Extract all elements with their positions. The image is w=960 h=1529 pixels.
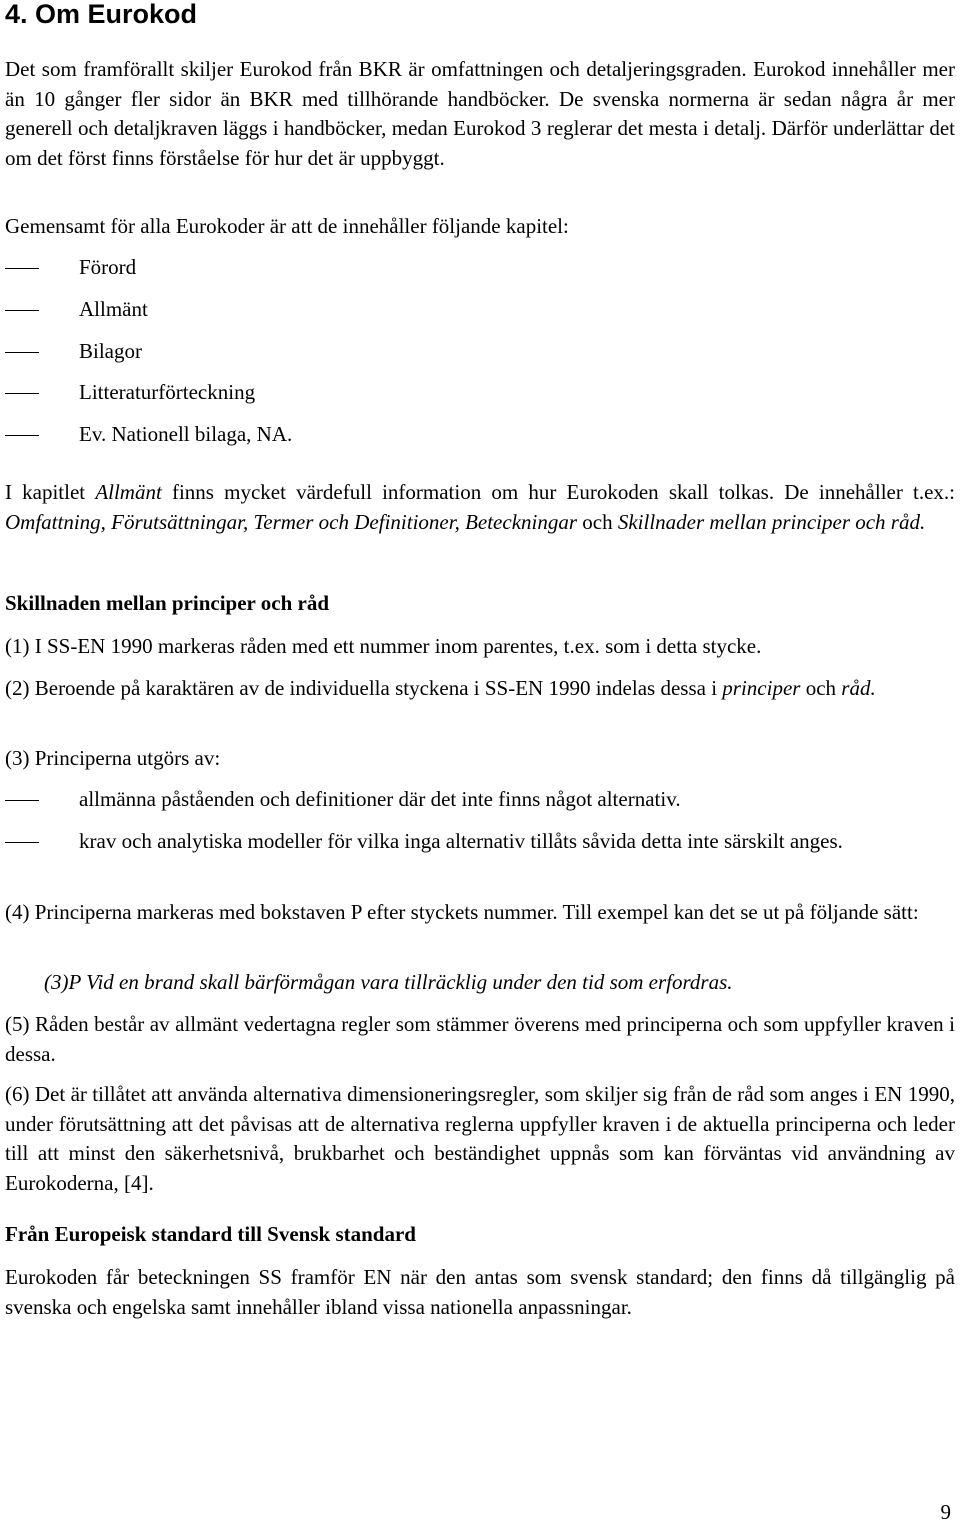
list-item-text: Ev. Nationell bilaga, NA. <box>79 422 293 446</box>
list-item-text: krav och analytiska modeller för vilka inga alternativ tillåts såvida detta inte särskilt anges. <box>79 829 843 853</box>
principles-para-5: (5) Råden består av allmänt vedertagna regler som stämmer överens med principerna och som uppfyller kraven i dessa. <box>5 1012 955 1066</box>
list-item-text: Bilagor <box>79 339 142 363</box>
page-number: 9 <box>940 1500 951 1524</box>
text-run: och <box>800 676 842 700</box>
dash-bullet <box>5 435 39 436</box>
list-item-text: Allmänt <box>79 297 148 321</box>
dash-bullet <box>5 268 39 269</box>
standard-paragraph: Eurokoden får beteckningen SS framför EN när den antas som svensk standard; den finns då tillgänglig på svenska och engelska samt innehåller ibland vissa nationella anpassningar. <box>5 1265 955 1319</box>
principles-para-1: (1) I SS-EN 1990 markeras råden med ett nummer inom parentes, t.ex. som i detta stycke. <box>5 634 762 658</box>
section-heading: 4. Om Eurokod <box>5 0 198 29</box>
section-title-principles: Skillnaden mellan principer och råd <box>5 591 329 615</box>
text-run: (2) Beroende på karaktären av de individuella styckena i SS-EN 1990 indelas dessa i <box>5 676 723 700</box>
dash-bullet <box>5 352 39 353</box>
dash-bullet <box>5 310 39 311</box>
principles-para-2 <box>5 674 955 704</box>
text-run: finns mycket värdefull information om hur Eurokoden skall tolkas. De innehåller t.ex.: <box>161 480 955 504</box>
principles-para-4: (4) Principerna markeras med bokstaven P efter styckets nummer. Till exempel kan det se ut på följande sätt: <box>5 900 919 924</box>
list-item-text: Litteraturförteckning <box>79 380 256 404</box>
italic-run: principer <box>722 676 801 700</box>
list-item-text: Förord <box>79 255 137 279</box>
italic-run: råd. <box>841 676 876 700</box>
example-line: (3)P Vid en brand skall bärförmågan vara tillräcklig under den tid som erfordras. <box>44 970 733 994</box>
principles-para-6: (6) Det är tillåtet att använda alternativa dimensioneringsregler, som skiljer sig från de råd som anges i EN 1990, under förutsättning att det påvisas att de alternativa reglerna uppfyller kraven i de aktuella principerna och leder till att minst den säkerhetsnivå, brukbarhet och beständighet uppnås som kan förväntas vid användning av Eurokoderna, [4]. <box>5 1082 955 1195</box>
dash-bullet <box>5 842 39 843</box>
principles-para-3: (3) Principerna utgörs av: <box>5 746 221 770</box>
italic-run: Allmänt <box>95 480 162 504</box>
italic-run: Omfattning, Förutsättningar, Termer och Definitioner, Beteckningar <box>5 509 578 534</box>
chapters-intro: Gemensamt för alla Eurokoder är att de innehåller följande kapitel: <box>5 214 569 238</box>
dash-bullet <box>5 800 39 801</box>
intro-paragraph: Det som framförallt skiljer Eurokod från BKR är omfattningen och detaljeringsgraden. Eurokod innehåller mer än 10 gånger fler sidor än BKR med tillhörande handböcker. De svenska normerna är sedan några år mer generell och detaljkraven läggs i handböcker, medan Eurokod 3 reglerar det mesta i detalj. Därför underlättar det om det först finns förståelse för hur det är uppbyggt. <box>5 57 955 170</box>
section-title-standard: Från Europeisk standard till Svensk standard <box>5 1222 416 1246</box>
text-run: och <box>577 509 618 534</box>
allmant-paragraph <box>5 478 955 537</box>
list-item-text: allmänna påståenden och definitioner där det inte finns något alternativ. <box>79 787 681 811</box>
italic-run: Skillnader mellan principer och råd. <box>617 509 926 534</box>
text-run: I kapitlet <box>5 480 96 504</box>
dash-bullet <box>5 393 39 394</box>
